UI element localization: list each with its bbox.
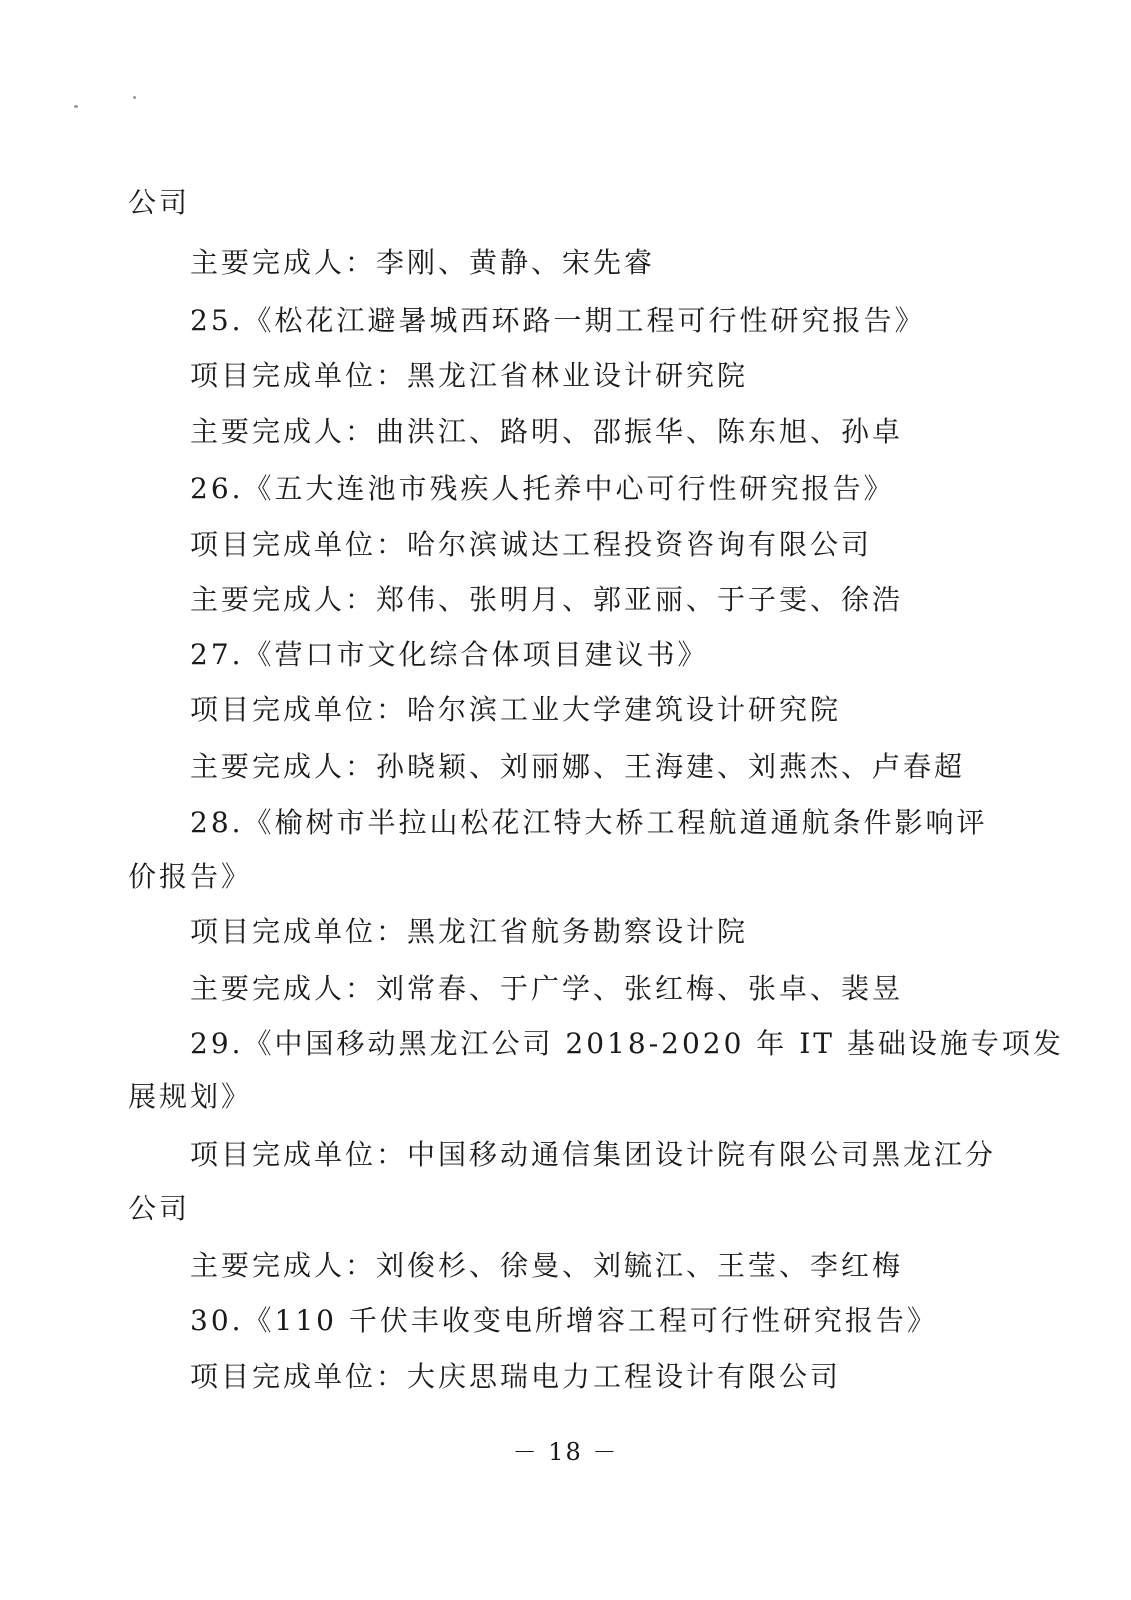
text-line: 项目完成单位：中国移动通信集团设计院有限公司黑龙江分 (190, 1138, 997, 1171)
text-line: 28.《榆树市半拉山松花江特大桥工程航道通航条件影响评 (190, 806, 988, 839)
scan-speck (74, 105, 78, 108)
text-line: 公司 (128, 186, 191, 219)
text-line: 价报告》 (128, 860, 253, 893)
text-line: 29.《中国移动黑龙江公司 2018-2020 年 IT 基础设施专项发 (190, 1027, 1064, 1060)
text-line: 主要完成人：郑伟、张明月、郭亚丽、于子雯、徐浩 (190, 583, 904, 616)
text-line: 展规划》 (128, 1080, 253, 1113)
text-line: 27.《营口市文化综合体项目建议书》 (190, 638, 709, 671)
text-line: 主要完成人：曲洪江、路明、邵振华、陈东旭、孙卓 (190, 415, 904, 448)
text-line: 项目完成单位：黑龙江省林业设计研究院 (190, 359, 749, 392)
scan-speck (133, 96, 136, 99)
text-line: 公司 (128, 1192, 191, 1225)
text-line: 主要完成人：孙晓颖、刘丽娜、王海建、刘燕杰、卢春超 (190, 750, 966, 783)
text-line: 项目完成单位：哈尔滨工业大学建筑设计研究院 (190, 693, 842, 726)
text-line: 主要完成人：刘常春、于广学、张红梅、张卓、裴昱 (190, 972, 904, 1005)
page-number: － 18 － (512, 1438, 619, 1466)
text-line: 主要完成人：李刚、黄静、宋先睿 (190, 246, 656, 279)
text-line: 项目完成单位：黑龙江省航务勘察设计院 (190, 915, 749, 948)
text-line: 项目完成单位：大庆思瑞电力工程设计有限公司 (190, 1360, 842, 1393)
text-line: 主要完成人：刘俊杉、徐曼、刘毓江、王莹、李红梅 (190, 1249, 904, 1282)
text-line: 25.《松花江避暑城西环路一期工程可行性研究报告》 (190, 304, 926, 337)
text-line: 26.《五大连池市残疾人托养中心可行性研究报告》 (190, 472, 895, 505)
text-line: 30.《110 千伏丰收变电所增容工程可行性研究报告》 (190, 1304, 938, 1337)
text-line: 项目完成单位：哈尔滨诚达工程投资咨询有限公司 (190, 528, 873, 561)
